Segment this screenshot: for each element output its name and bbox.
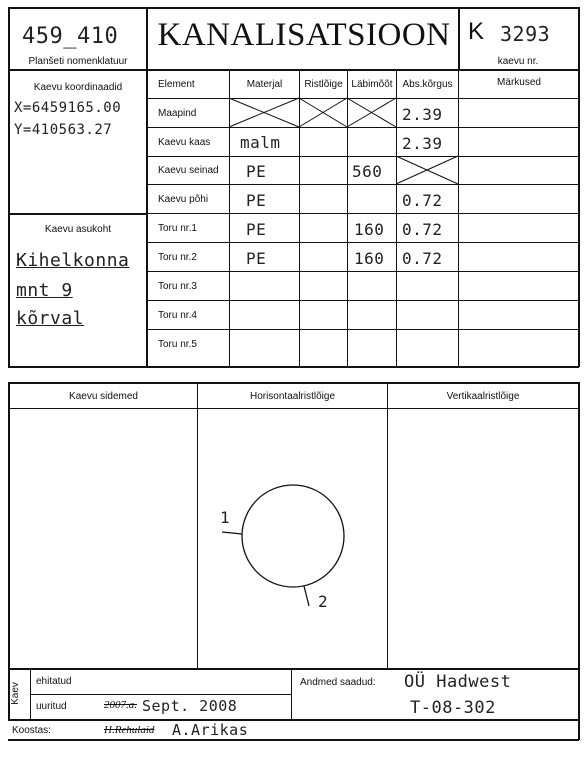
koostas-label: Koostas: (12, 725, 51, 736)
coordinate-x: X=6459165.00 (14, 100, 122, 116)
pipe-label-2: 2 (318, 592, 329, 611)
material-toru-2: PE (246, 249, 267, 268)
coordinates-label: Kaevu koordinaadid (33, 82, 123, 93)
header-cross: Ristlõige (304, 79, 343, 90)
col-header-vertikaal: Vertikaalristlõige (446, 391, 520, 402)
koostas-value: A.Arikas (172, 721, 249, 739)
header-height: Abs.kõrgus (402, 79, 453, 90)
well-label: kaevu nr. (497, 56, 539, 67)
element-toru-3: Toru nr.3 (158, 281, 197, 292)
andmed-line-1: OÜ Hadwest (404, 672, 512, 692)
location-line-2: mnt 9 (16, 280, 73, 301)
element-toru-4: Toru nr.4 (158, 310, 197, 321)
height-maapind: 2.39 (402, 105, 443, 124)
element-toru-1: Toru nr.1 (158, 223, 197, 234)
pipe-label-1: 1 (220, 508, 231, 527)
element-maapind: Maapind (158, 108, 197, 119)
ehitatud-label: ehitatud (36, 676, 72, 687)
page-title: KANALISATSIOON (157, 17, 451, 53)
material-kaevu-pohi: PE (246, 191, 267, 210)
well-prefix: K (468, 18, 485, 45)
uuritud-value: Sept. 2008 (142, 697, 238, 715)
header-notes: Märkused (497, 77, 541, 88)
well-number: 3293 (500, 22, 551, 46)
element-kaevu-seinad: Kaevu seinad (158, 165, 219, 176)
andmed-label: Andmed saadud: (300, 677, 376, 688)
coordinate-y: Y=410563.27 (14, 122, 113, 138)
element-kaevu-kaas: Kaevu kaas (158, 137, 211, 148)
header-element: Element (158, 79, 195, 90)
col-header-sidemed: Kaevu sidemed (69, 391, 138, 402)
header-diameter: Läbimõõt (351, 79, 393, 90)
location-line-3: kõrval (16, 308, 85, 329)
diameter-kaevu-seinad: 560 (352, 162, 383, 181)
element-kaevu-pohi: Kaevu põhi (158, 194, 209, 205)
material-kaevu-kaas: malm (240, 133, 281, 152)
header-material: Materjal (246, 79, 283, 90)
andmed-line-2: T-08-302 (410, 698, 496, 718)
koostas-old: H.Rehulaid (104, 724, 155, 736)
diameter-toru-2: 160 (354, 249, 385, 268)
height-kaevu-pohi: 0.72 (402, 191, 443, 210)
location-label: Kaevu asukoht (44, 224, 112, 235)
material-kaevu-seinad: PE (246, 162, 267, 181)
height-toru-1: 0.72 (402, 220, 443, 239)
uuritud-label: uuritud (36, 701, 67, 712)
diameter-toru-1: 160 (354, 220, 385, 239)
height-toru-2: 0.72 (402, 249, 443, 268)
sheet-label: Planšeti nomenklatuur (28, 56, 128, 67)
location-line-1: Kihelkonna (16, 250, 130, 271)
sheet-number: 459_410 (22, 24, 119, 49)
col-header-horisontaal: Horisontaalristlõige (249, 391, 336, 402)
height-kaevu-kaas: 2.39 (402, 134, 443, 153)
element-toru-2: Toru nr.2 (158, 252, 197, 263)
kaev-label: Kaev (9, 682, 21, 705)
element-toru-5: Toru nr.5 (158, 339, 197, 350)
uuritud-old: 2007.a. (104, 699, 137, 711)
material-toru-1: PE (246, 220, 267, 239)
